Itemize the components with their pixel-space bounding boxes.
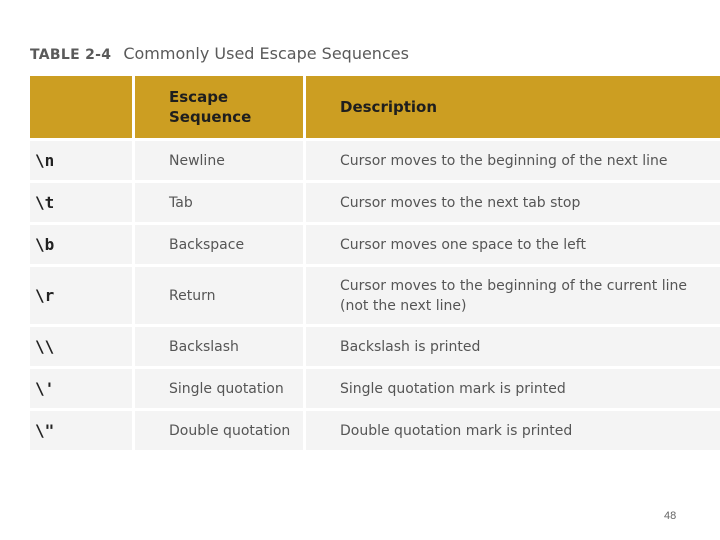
row-description: Cursor moves one space to the left — [306, 222, 720, 264]
row-sequence: \t — [30, 180, 135, 222]
row-sequence: \n — [30, 138, 135, 180]
row-name: Backspace — [135, 222, 306, 264]
row-description: Single quotation mark is printed — [306, 366, 720, 408]
header-escape-sequence-line2: Sequence — [169, 108, 252, 126]
row-sequence: \" — [30, 408, 135, 450]
table-caption-label: TABLE 2-4 — [30, 47, 112, 63]
table-row — [30, 222, 720, 264]
row-name: Return — [135, 264, 306, 324]
header-escape-sequence-line1: Escape — [169, 88, 229, 106]
row-description: Cursor moves to the beginning of the next line — [306, 138, 720, 180]
page-number: 48 — [664, 510, 677, 522]
table-row — [30, 408, 720, 450]
table-row — [30, 324, 720, 366]
row-sequence: \' — [30, 366, 135, 408]
table-caption — [30, 44, 409, 66]
header-description: Description — [306, 76, 720, 138]
row-description: Cursor moves to the beginning of the current line (not the next line) — [306, 264, 720, 324]
table-caption-title: Commonly Used Escape Sequences — [123, 44, 409, 63]
row-name: Backslash — [135, 324, 306, 366]
table-row — [30, 138, 720, 180]
row-description: Cursor moves to the next tab stop — [306, 180, 720, 222]
table-header-row — [30, 76, 720, 138]
table-row — [30, 264, 720, 324]
row-description: Double quotation mark is printed — [306, 408, 720, 450]
header-escape-sequence — [135, 76, 306, 138]
row-name: Double quotation — [135, 408, 306, 450]
header-sequence — [30, 76, 135, 138]
row-name: Newline — [135, 138, 306, 180]
row-description: Backslash is printed — [306, 324, 720, 366]
table-row — [30, 366, 720, 408]
row-name: Tab — [135, 180, 306, 222]
table-row — [30, 180, 720, 222]
row-sequence: \r — [30, 264, 135, 324]
row-name: Single quotation — [135, 366, 306, 408]
escape-sequences-table — [30, 76, 720, 450]
row-sequence: \\ — [30, 324, 135, 366]
row-sequence: \b — [30, 222, 135, 264]
